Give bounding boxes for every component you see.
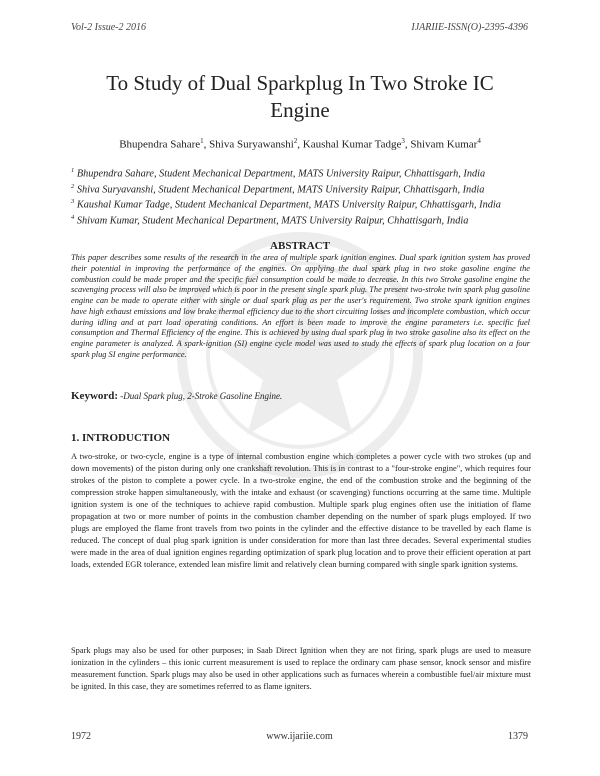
affiliation-sup: 4 bbox=[71, 214, 75, 222]
keywords bbox=[71, 390, 530, 402]
affiliation-text: Shivam Kumar, Student Mechanical Department, MATS University Raipur, Chhattisgarh, India bbox=[74, 215, 469, 227]
author-name: Shivam Kumar bbox=[410, 138, 478, 151]
footer-website: www.ijariie.com bbox=[266, 731, 333, 742]
title-line-2: Engine bbox=[270, 98, 330, 122]
author-list bbox=[60, 137, 540, 151]
section-heading: 1. INTRODUCTION bbox=[71, 432, 171, 444]
intro-paragraph-2: Spark plugs may also be used for other purposes; in Saab Direct Ignition when they are not firing, spark plugs are used to measure ionization in the cylinders – this ionic current measurement is used to replace the ordinary cam phase sensor, knock sensor and misfire measurement function. Spark plugs may also be used in other applications such as furnaces wherein a combustible fuel/air mixture must be ignited. In this case, they are sometimes referred to as flame igniters. bbox=[71, 646, 531, 692]
intro-paragraph-1: A two-stroke, or two-cycle, engine is a type of internal combustion engine which completes a power cycle with two strokes (up and down movements) of the piston during only one crankshaft revolution. This is in contrast to a "four-stroke engine", which requires four strokes of the piston to complete a power cycle. In a two-stroke engine, the end of the combustion stroke and the beginning of the compression stroke happen simultaneously, with the intake and exhaust (or scavenging) functions occurring at the same time. Multiple ignition system is one of the techniques to achieve rapid combustion. Multiple spark plug engines often use the initiation of flame propagation at two or more number of points in the combustion chamber depending on the number of spark plugs employed. If two plugs are employed the flame front travels from two points in the cylinder and the effective distance to be travelled by each flame is reduced. The concept of dual plug spark ignition is under consideration for more than last three decades. Several experimental studies were made in the area of dual ignition engines regarding optimization of spark plug location and to prove their efficient operation at part loads, extended EGR tolerance, extended lean misfire limit and relatively clean burning compared with single spark ignition systems. bbox=[71, 452, 531, 570]
author-sup: 2 bbox=[293, 137, 298, 145]
affiliation-list bbox=[71, 165, 540, 228]
affiliation-item bbox=[71, 181, 540, 197]
author-name: Shiva Suryawanshi bbox=[209, 138, 294, 151]
affiliation-sup: 1 bbox=[71, 167, 75, 174]
abstract-text: This paper describes some results of the research in the area of multiple spark ignition engines. Dual spark ignition system has proved their potential in improving the performance of the engines. On applying the dual spark plug in two stoke gasoline engine the combustion could be made proper and the specific fuel consumption could be made to decrease. In this two Stroke gasoline engine the scavenging process will also be improved which is poor in the present single spark plug. The present two-stroke twin spark plug gasoline engine can be made to operate either with single or dual spark plug as per the user's requirement. Two stroke spark ignition engines have high exhaust emissions and low brake thermal efficiency due to the short circuiting losses and incomplete combustion, which occur during idling and at part load operating conditions. An effort is been made to improve the engine parameters i.e. specific fuel consumption and Thermal Efficiency of the engine. This is achieved by using dual spark plug in two stroke gasoline also its effect on the engine parameter is analyzed. A spark-ignition (SI) engine cycle model was used to study the effects of spark plug location on a four spark plug SI engine performance. bbox=[71, 253, 530, 359]
paper-title bbox=[60, 70, 540, 124]
abstract-heading: ABSTRACT bbox=[270, 240, 330, 252]
keywords-text: -Dual Spark plug, 2-Stroke Gasoline Engine. bbox=[118, 391, 283, 401]
footer-paper-id: 1972 bbox=[71, 731, 91, 742]
author-sup: 3 bbox=[401, 137, 405, 145]
footer-page-number: 1379 bbox=[508, 731, 528, 742]
author-name: Bhupendra Sahare bbox=[119, 138, 201, 151]
author-sep: , bbox=[404, 138, 411, 151]
author-sep: , bbox=[297, 138, 303, 151]
keywords-label: Keyword: bbox=[71, 390, 119, 402]
affiliation-sup: 3 bbox=[71, 198, 75, 206]
affiliation-sup: 2 bbox=[71, 182, 75, 190]
author-sup: 4 bbox=[477, 137, 481, 145]
header-issn: IJARIIE-ISSN(O)-2395-4396 bbox=[411, 22, 528, 33]
author-name: Kaushal Kumar Tadge bbox=[302, 138, 402, 151]
affiliation-text: Shiva Suryavanshi, Student Mechanical Department, MATS University Raipur, Chhattisgarh, India bbox=[74, 184, 485, 196]
affiliation-item bbox=[71, 165, 540, 181]
running-header bbox=[71, 22, 528, 33]
title-line-1: To Study of Dual Sparkplug In Two Stroke IC bbox=[106, 71, 494, 95]
affiliation-item bbox=[71, 212, 540, 228]
page-footer bbox=[71, 731, 528, 742]
author-sep: , bbox=[203, 138, 210, 151]
author-sup: 1 bbox=[200, 137, 204, 145]
affiliation-item bbox=[71, 196, 540, 212]
header-volume: Vol-2 Issue-2 2016 bbox=[71, 22, 146, 33]
affiliation-text: Kaushal Kumar Tadge, Student Mechanical Department, MATS University Raipur, Chhattisgarh, India bbox=[74, 199, 501, 211]
affiliation-text: Bhupendra Sahare, Student Mechanical Department, MATS University Raipur, Chhattisgarh, India bbox=[74, 168, 486, 180]
